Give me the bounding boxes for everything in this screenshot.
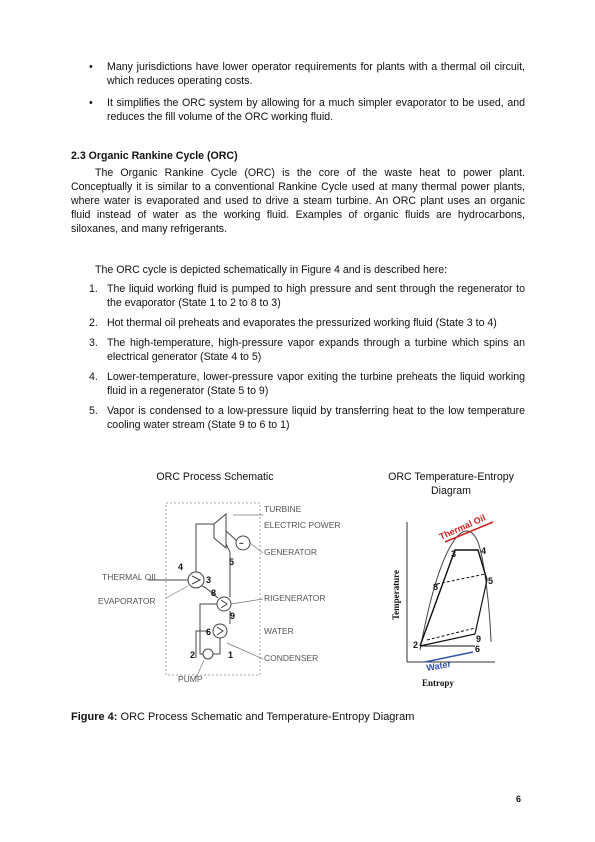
pipe-1 (213, 638, 220, 654)
state-8: 8 (211, 588, 217, 598)
expansion-line (475, 580, 487, 634)
step-number: 1. (89, 283, 98, 295)
ts-state-5: 5 (488, 576, 494, 586)
bullet-list (71, 60, 525, 132)
steps-intro: The ORC cycle is depicted schematically in Figure 4 and is described here: (95, 264, 448, 276)
step-item (71, 282, 525, 310)
schematic-title: ORC Process Schematic (156, 471, 274, 483)
label-condenser: CONDENSER (264, 653, 319, 663)
label-water: WATER (264, 626, 294, 636)
regen-dashed-lower (427, 628, 475, 640)
section-heading: 2.3 Organic Rankine Cycle (ORC) (71, 150, 238, 162)
state-2: 2 (190, 650, 196, 660)
label-thermal-oil-ts: Thermal Oil (437, 512, 488, 542)
leader-evaporator (166, 586, 188, 598)
step-number: 3. (89, 337, 98, 349)
bullet-dot-icon: • (89, 97, 93, 109)
regenerator-symbol (217, 597, 231, 611)
ts-state-6: 6 (475, 644, 481, 654)
leader-generator (250, 543, 263, 553)
step-item (71, 336, 525, 364)
condenser-symbol (213, 624, 227, 638)
label-water-ts: Water (425, 658, 452, 673)
label-pump: PUMP (178, 674, 203, 684)
caption-text: ORC Process Schematic and Temperature-Entropy Diagram (117, 711, 415, 723)
step-number: 4. (89, 371, 98, 383)
bullet-item (71, 60, 525, 88)
steps-list (71, 282, 525, 438)
bullet-item (71, 96, 525, 124)
step-number: 5. (89, 405, 98, 417)
step-text: Hot thermal oil preheats and evaporates the pressurized working fluid (State 3 to 4) (107, 317, 497, 329)
ts-state-2: 2 (413, 640, 419, 650)
state-9: 9 (230, 611, 236, 621)
pipe-4 (196, 524, 214, 572)
label-thermal-oil: THERMAL OIL (102, 572, 159, 582)
label-electric-power: ELECTRIC POWER (264, 520, 341, 530)
leader-regenerator (231, 599, 263, 604)
page-number: 6 (516, 794, 522, 804)
y-axis-label: Temperature (391, 570, 401, 620)
state-3: 3 (206, 575, 212, 585)
generator-tilde-icon: ~ (239, 539, 244, 548)
ts-state-9: 9 (476, 634, 482, 644)
paragraph-text: The Organic Rankine Cycle (ORC) is the core of the waste heat to power plant. Conceptually it is similar to a conventional Rankine Cycle used at many thermal power plants, where water is evaporated and used to drive a steam turbine. An ORC plant uses an organic fluid instead of water as the working fluid. Examples of organic fluids are hydrocarbons, siloxanes, and many refrigerants. (71, 167, 525, 235)
ts-state-3: 3 (451, 549, 457, 559)
section-paragraph (71, 166, 525, 236)
step-text: Lower-temperature, lower-pressure vapor exiting the turbine preheats the liquid working fluid in a regenerator (State 5 to 9) (107, 371, 525, 397)
ts-diagram (385, 502, 505, 692)
x-axis-label: Entropy (422, 678, 454, 688)
pipe-5 (226, 544, 230, 597)
bullet-dot-icon: • (89, 61, 93, 73)
turbine-symbol (214, 514, 226, 548)
caption-prefix: Figure 4: (71, 711, 118, 723)
bullet-text: Many jurisdictions have lower operator requirements for plants with a thermal oil circuit, which reduces operating costs. (107, 61, 525, 87)
evaporator-symbol (188, 572, 204, 588)
label-regenerator: RIGENERATOR (264, 593, 326, 603)
shaft-line (226, 531, 236, 540)
step-text: Vapor is condensed to a low-pressure liquid by transferring heat to the low temperature cooling water stream (State 9 to 6 to 1) (107, 405, 525, 431)
bullet-text: It simplifies the ORC system by allowing for a much simpler evaporator to be used, and reduces the fill volume of the ORC working fluid. (107, 97, 525, 123)
label-turbine: TURBINE (264, 504, 302, 514)
state-4: 4 (178, 562, 184, 572)
step-number: 2. (89, 317, 98, 329)
figure-caption (71, 711, 414, 723)
label-evaporator: EVAPORATOR (98, 596, 156, 606)
step-item (71, 404, 525, 432)
ts-state-8: 8 (433, 582, 439, 592)
label-generator: GENERATOR (264, 547, 318, 557)
step-item (71, 316, 525, 330)
step-item (71, 370, 525, 398)
ts-diagram-title: ORC Temperature-Entropy Diagram (388, 471, 514, 497)
step-text: The liquid working fluid is pumped to high pressure and sent through the regenerator to the evaporator (State 1 to 2 to 8 to 3) (107, 283, 525, 309)
orc-schematic (96, 498, 356, 690)
cycle-line-high (420, 550, 487, 646)
state-5: 5 (229, 557, 235, 567)
state-6: 6 (206, 627, 212, 637)
pump-symbol (203, 649, 213, 659)
state-1: 1 (228, 650, 234, 660)
step-text: The high-temperature, high-pressure vapor expands through a turbine which spins an electrical generator (State 4 to 5) (107, 337, 525, 363)
ts-state-4: 4 (481, 546, 487, 556)
